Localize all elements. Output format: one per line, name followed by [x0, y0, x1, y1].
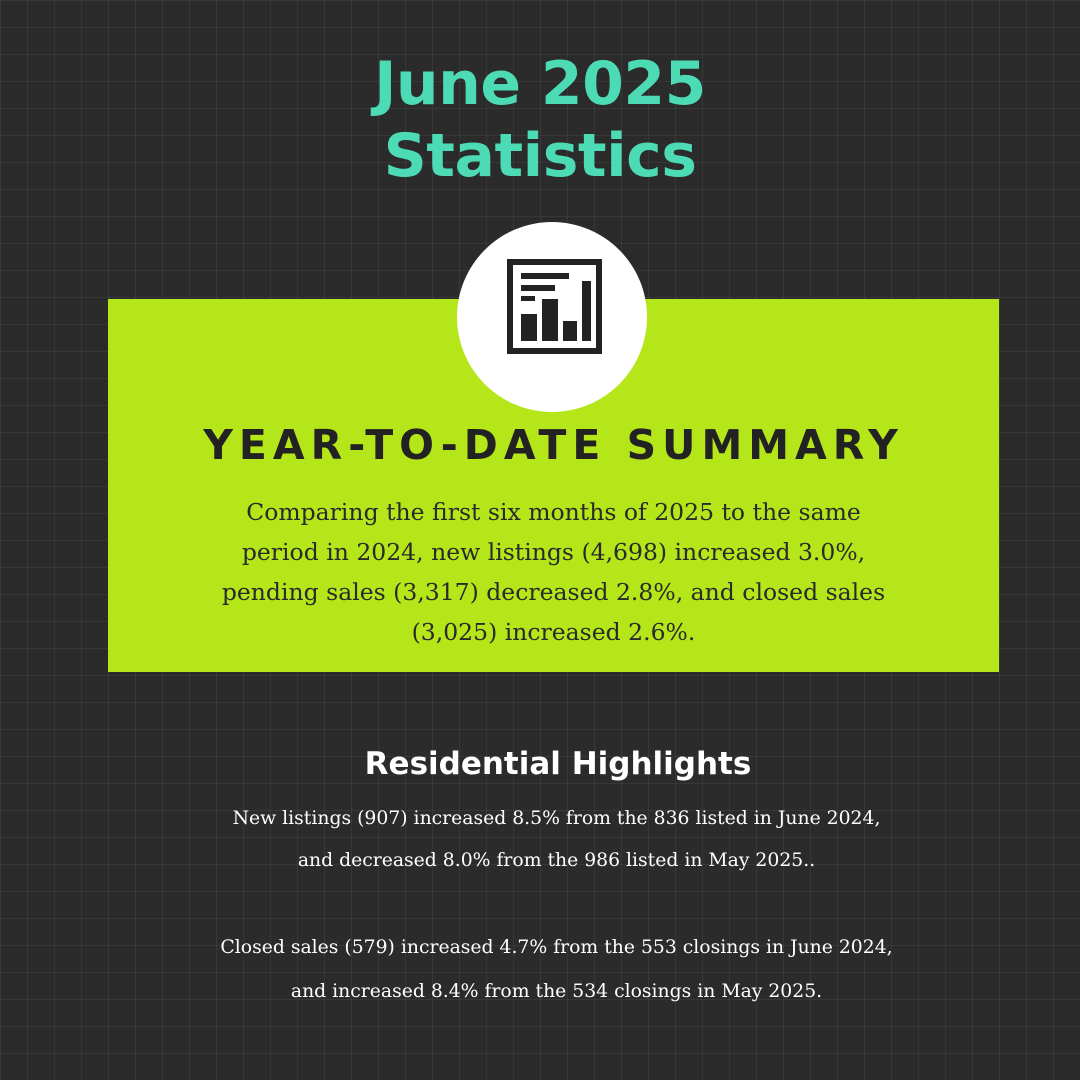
page-title-line-2: Statistics [383, 121, 697, 191]
summary-line-3: pending sales (3,317) decreased 2.8%, and closed sales [221, 578, 886, 606]
summary-body [150, 492, 957, 652]
new-listings-line-2: and decreased 8.0% from the 986 listed in May 2025.. [297, 850, 816, 871]
residential-heading: Residential Highlights [364, 746, 752, 782]
new-listings-line-1: New listings (907) increased 8.5% from the 836 listed in June 2024, [232, 808, 881, 829]
summary-line-2: period in 2024, new listings (4,698) increased 3.0%, [241, 538, 866, 566]
report-chart-icon [507, 259, 602, 354]
summary-heading: YEAR-TO-DATE SUMMARY [203, 421, 904, 469]
summary-line-4: (3,025) increased 2.6%. [411, 618, 696, 646]
page-title [0, 48, 1080, 192]
closed-sales-line-1: Closed sales (579) increased 4.7% from the 553 closings in June 2024, [220, 937, 893, 958]
page-title-line-1: June 2025 [374, 49, 706, 119]
icon-circle [457, 222, 647, 412]
closed-sales-line-2: and increased 8.4% from the 534 closings in May 2025. [290, 981, 823, 1002]
summary-line-1: Comparing the first six months of 2025 to the same [246, 498, 861, 526]
